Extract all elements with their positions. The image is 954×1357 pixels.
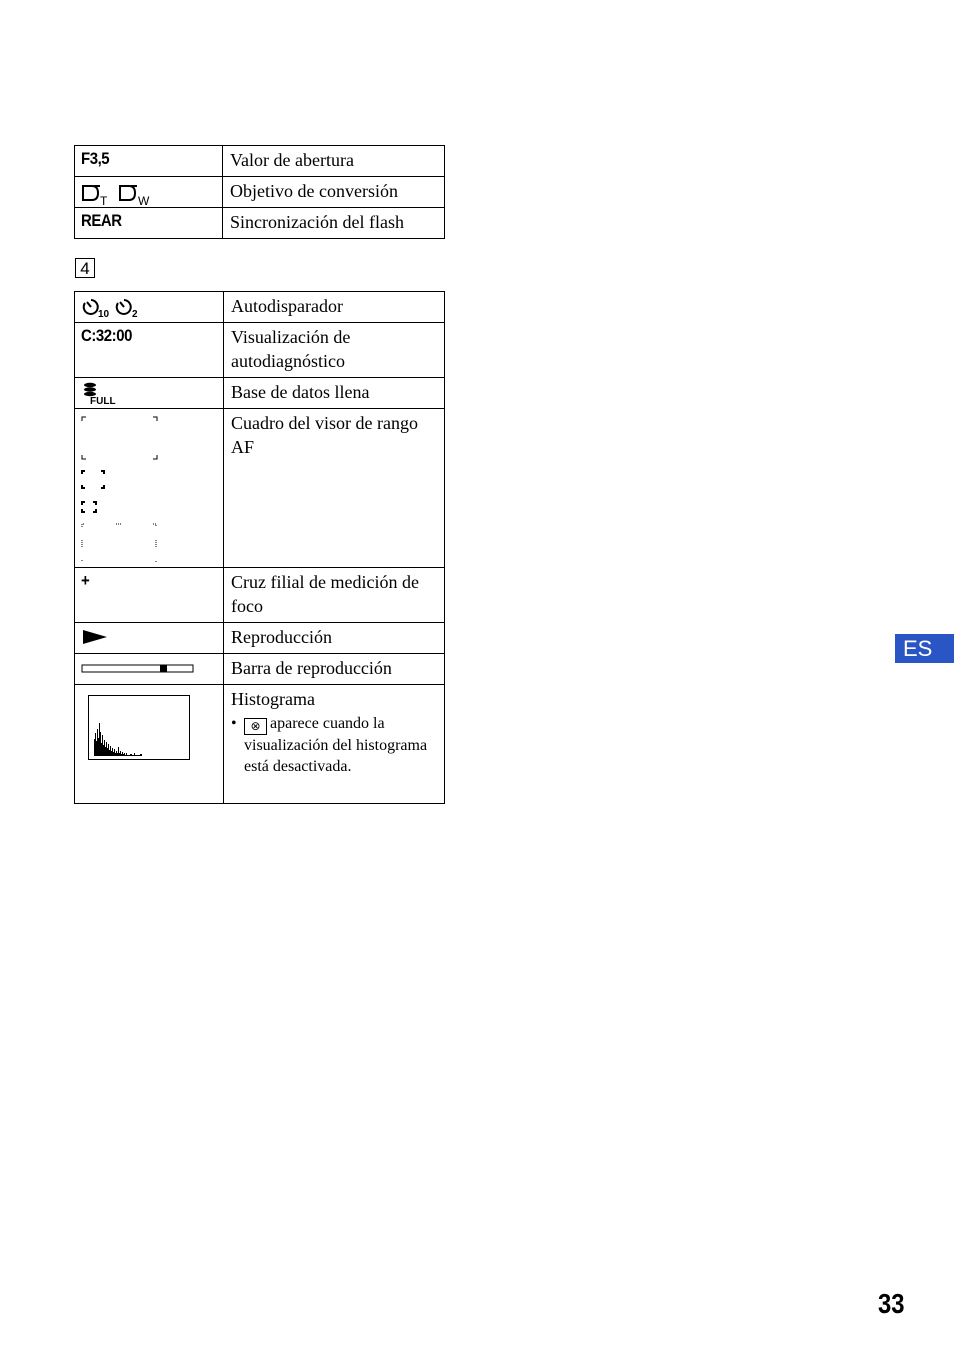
histogram-off-icon: ⊗	[244, 718, 267, 735]
row-description: Visualización de autodiagnóstico	[224, 323, 445, 378]
aperture-code: F3,5	[81, 149, 110, 168]
table-row	[75, 654, 445, 685]
row-description: Histograma	[231, 689, 315, 709]
section-number: 4	[75, 258, 95, 278]
row-description: Cruz filial de medición de foco	[224, 568, 445, 623]
language-tab: ES	[895, 634, 954, 663]
table-row	[75, 177, 445, 208]
conversion-lens-icon	[81, 180, 161, 206]
flash-sync-code: REAR	[81, 211, 122, 230]
note-text: aparece cuando la visualización del histograma está desactivada.	[244, 715, 428, 775]
table-row	[75, 685, 445, 804]
row-description: Objetivo de conversión	[223, 177, 445, 208]
svg-text:FULL: FULL	[90, 396, 116, 405]
play-icon	[81, 626, 111, 648]
histogram-note	[231, 713, 438, 777]
row-description: Autodisparador	[224, 292, 445, 323]
svg-text:2: 2	[132, 309, 138, 319]
row-description: Base de datos llena	[224, 378, 445, 409]
page-number: 33	[878, 1288, 905, 1319]
table-row	[75, 208, 445, 239]
row-description: Valor de abertura	[223, 146, 445, 177]
table-row	[75, 623, 445, 654]
table-row	[75, 568, 445, 623]
playback-bar-icon	[81, 657, 196, 679]
af-range-finder-frame-icon	[81, 412, 171, 562]
database-full-icon	[81, 381, 121, 405]
self-diagnosis-code: C:32:00	[81, 326, 132, 345]
table-row	[75, 409, 445, 568]
table-row	[75, 378, 445, 409]
histogram-icon	[88, 695, 191, 761]
self-timer-icon	[81, 295, 151, 319]
settings-table	[74, 145, 445, 239]
svg-text:T: T	[100, 194, 108, 206]
svg-text:W: W	[138, 194, 150, 206]
svg-text:10: 10	[98, 309, 110, 319]
bullet: •	[231, 715, 237, 732]
table-row	[75, 323, 445, 378]
row-description: Sincronización del flash	[223, 208, 445, 239]
row-description: Reproducción	[224, 623, 445, 654]
focus-cross: +	[81, 571, 90, 590]
row-description: Cuadro del visor de rango AF	[224, 409, 445, 568]
table-row	[75, 146, 445, 177]
table-row	[75, 292, 445, 323]
indicators-table	[74, 291, 445, 804]
row-description: Barra de reproducción	[224, 654, 445, 685]
